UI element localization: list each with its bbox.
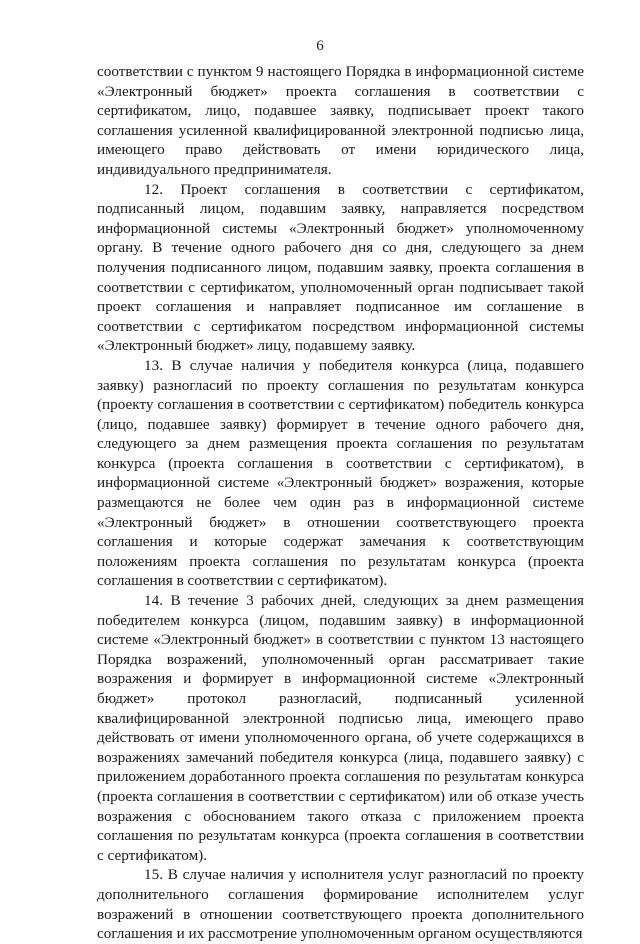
page-number: 6 [316,38,324,54]
paragraph-item-12: 12. Проект соглашения в соответствии с сертификатом, подписанный лицом, подавшим заявку, направляется посредством информационной системы «Электронный бюджет» уполномоченному органу. В течение одного рабочего дня со дня, следующего за днем получения подписанного лицом, подавшим заявку, проекта соглашения в соответствии с сертификатом, уполномоченный орган подписывает такой проект соглашения и направляет подписанное им соглашение в соответствии с сертификатом посредством информационной системы «Электронный бюджет» лицу, подавшему заявку. [97,180,584,355]
document-body [97,62,584,944]
paragraph-item-13: 13. В случае наличия у победителя конкурса (лица, подавшего заявку) разногласий по проекту соглашения по результатам конкурса (проекту соглашения в соответствии с сертификатом) победитель конкурса (лицо, подавшее заявку) формирует в течение одного рабочего дня, следующего за днем размещения проекта соглашения по результатам конкурса (проекта соглашения в соответствии с сертификатом), в информационной системе «Электронный бюджет» возражения, которые размещаются не более чем один раз в информационной системе «Электронный бюджет» в отношении соответствующего проекта соглашения и которые содержат замечания к соответствующим положениям проекта соглашения по результатам конкурса (проекта соглашения в соответствии с сертификатом). [97,356,584,590]
paragraph-item-14: 14. В течение 3 рабочих дней, следующих за днем размещения победителем конкурса (лицом, подавшим заявку) в информационной системе «Электронный бюджет» в соответствии с пунктом 13 настоящего Порядка возражений, уполномоченный орган рассматривает такие возражения и формирует в информационной системе «Электронный бюджет» протокол разногласий, подписанный усиленной квалифицированной электронной подписью лица, имеющего право действовать от имени уполномоченного органа, об учете содержащихся в возражениях замечаний победителя конкурса (лица, подавшего заявку) с приложением доработанного проекта соглашения по результатам конкурса (проекта соглашения в соответствии с сертификатом) или об отказе учесть возражения с обоснованием такого отказа с приложением проекта соглашения по результатам конкурса (проекта соглашения в соответствии с сертификатом). [97,592,584,864]
paragraph-item-15: 15. В случае наличия у исполнителя услуг разногласий по проекту дополнительного соглашения формирование исполнителем услуг возражений в отношении соответствующего проекта дополнительного соглашения и их рассмотрение уполномоченным органом осуществляются [97,866,584,943]
paragraph-continuation: соответствии с пунктом 9 настоящего Порядка в информационной системе «Электронный бюджет» проекта соглашения в соответствии с сертификатом, лицо, подавшее заявку, подписывает проект такого соглашения усиленной квалифицированной электронной подписью лица, имеющего право действовать от имени юридического лица, индивидуального предпринимателя. [97,63,584,178]
